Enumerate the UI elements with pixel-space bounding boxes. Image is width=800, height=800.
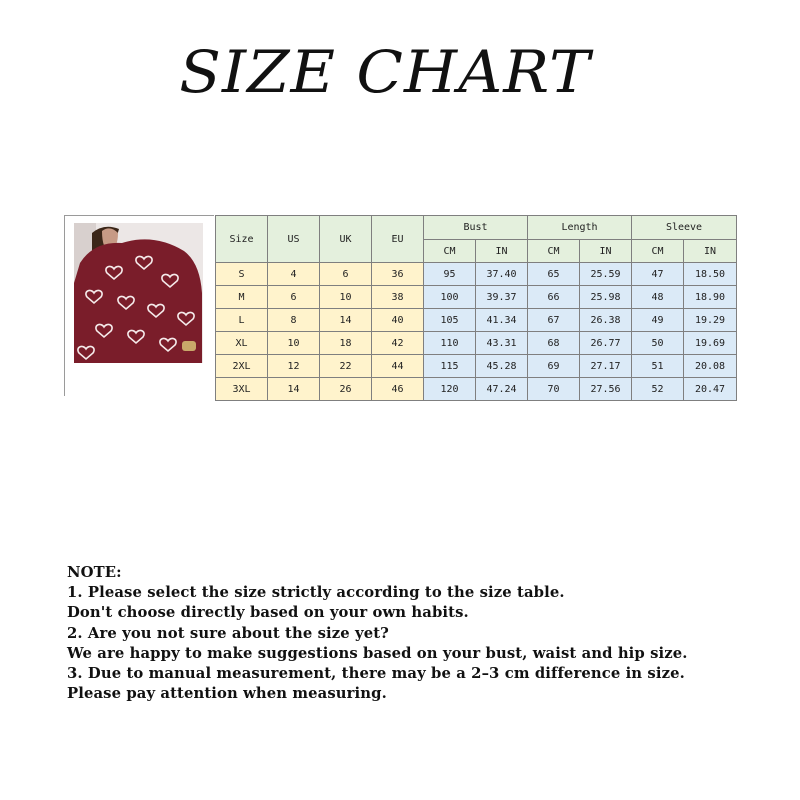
- cell-bust-cm: 110: [424, 332, 476, 355]
- grid-line: [64, 215, 65, 396]
- note-line: Please pay attention when measuring.: [67, 685, 387, 703]
- product-photo: [74, 223, 203, 363]
- cell-size: XL: [216, 332, 268, 355]
- note-line: 3. Due to manual measurement, there may be a 2–3 cm difference in size.: [67, 665, 685, 683]
- cell-us: 12: [268, 355, 320, 378]
- cell-length-cm: 69: [528, 355, 580, 378]
- cell-length-cm: 70: [528, 378, 580, 401]
- note-heading: NOTE:: [67, 564, 122, 581]
- grid-line: [64, 215, 214, 216]
- cell-length-in: 26.77: [580, 332, 632, 355]
- cell-bust-in: 41.34: [476, 309, 528, 332]
- header-length-cm: CM: [528, 240, 580, 263]
- cell-sleeve-cm: 51: [632, 355, 684, 378]
- page-title: SIZE CHART: [179, 38, 591, 106]
- table-row: [216, 309, 737, 332]
- cell-size: L: [216, 309, 268, 332]
- cell-length-in: 25.59: [580, 263, 632, 286]
- cell-length-cm: 66: [528, 286, 580, 309]
- note-line: Don't choose directly based on your own habits.: [67, 604, 469, 622]
- cell-size: 3XL: [216, 378, 268, 401]
- note-block: [67, 563, 688, 704]
- cell-us: 8: [268, 309, 320, 332]
- cell-bust-in: 47.24: [476, 378, 528, 401]
- header-bust: Bust: [424, 216, 528, 240]
- cell-bust-cm: 105: [424, 309, 476, 332]
- header-length: Length: [528, 216, 632, 240]
- cell-sleeve-cm: 50: [632, 332, 684, 355]
- cell-bust-in: 43.31: [476, 332, 528, 355]
- cell-uk: 10: [320, 286, 372, 309]
- cell-uk: 14: [320, 309, 372, 332]
- cell-size: S: [216, 263, 268, 286]
- cell-size: 2XL: [216, 355, 268, 378]
- cell-bust-in: 39.37: [476, 286, 528, 309]
- cell-size: M: [216, 286, 268, 309]
- cell-eu: 44: [372, 355, 424, 378]
- cell-eu: 38: [372, 286, 424, 309]
- cell-us: 14: [268, 378, 320, 401]
- cell-bust-in: 37.40: [476, 263, 528, 286]
- cell-length-cm: 65: [528, 263, 580, 286]
- cell-sleeve-in: 18.50: [684, 263, 737, 286]
- cell-length-cm: 67: [528, 309, 580, 332]
- cell-length-in: 25.98: [580, 286, 632, 309]
- heart-print-shirt-icon: [74, 223, 203, 363]
- header-bust-cm: CM: [424, 240, 476, 263]
- table-row: [216, 332, 737, 355]
- cell-eu: 36: [372, 263, 424, 286]
- cell-sleeve-in: 19.69: [684, 332, 737, 355]
- header-eu: EU: [372, 216, 424, 263]
- header-bust-in: IN: [476, 240, 528, 263]
- cell-bust-cm: 115: [424, 355, 476, 378]
- header-sleeve-in: IN: [684, 240, 737, 263]
- cell-us: 4: [268, 263, 320, 286]
- cell-us: 10: [268, 332, 320, 355]
- note-line: We are happy to make suggestions based on your bust, waist and hip size.: [67, 644, 688, 662]
- cell-bust-in: 45.28: [476, 355, 528, 378]
- table-row: [216, 263, 737, 286]
- cell-uk: 18: [320, 332, 372, 355]
- header-sleeve-cm: CM: [632, 240, 684, 263]
- cell-eu: 42: [372, 332, 424, 355]
- cell-eu: 46: [372, 378, 424, 401]
- header-sleeve: Sleeve: [632, 216, 737, 240]
- cell-bust-cm: 100: [424, 286, 476, 309]
- table-row: [216, 286, 737, 309]
- cell-length-in: 27.17: [580, 355, 632, 378]
- size-table-area: [64, 215, 740, 398]
- cell-sleeve-in: 20.47: [684, 378, 737, 401]
- cell-sleeve-in: 18.90: [684, 286, 737, 309]
- cell-sleeve-cm: 52: [632, 378, 684, 401]
- cell-length-in: 26.38: [580, 309, 632, 332]
- cell-eu: 40: [372, 309, 424, 332]
- note-line: 2. Are you not sure about the size yet?: [67, 624, 389, 642]
- note-line: 1. Please select the size strictly according to the size table.: [67, 584, 565, 602]
- cell-uk: 22: [320, 355, 372, 378]
- header-length-in: IN: [580, 240, 632, 263]
- size-table: [215, 215, 737, 401]
- cell-length-in: 27.56: [580, 378, 632, 401]
- cell-uk: 6: [320, 263, 372, 286]
- cell-bust-cm: 95: [424, 263, 476, 286]
- cell-length-cm: 68: [528, 332, 580, 355]
- cell-sleeve-cm: 47: [632, 263, 684, 286]
- cell-sleeve-cm: 48: [632, 286, 684, 309]
- header-size: Size: [216, 216, 268, 263]
- cell-sleeve-in: 20.08: [684, 355, 737, 378]
- cell-us: 6: [268, 286, 320, 309]
- cell-uk: 26: [320, 378, 372, 401]
- cell-bust-cm: 120: [424, 378, 476, 401]
- table-row: [216, 355, 737, 378]
- header-us: US: [268, 216, 320, 263]
- cell-sleeve-cm: 49: [632, 309, 684, 332]
- header-uk: UK: [320, 216, 372, 263]
- cell-sleeve-in: 19.29: [684, 309, 737, 332]
- table-row: [216, 378, 737, 401]
